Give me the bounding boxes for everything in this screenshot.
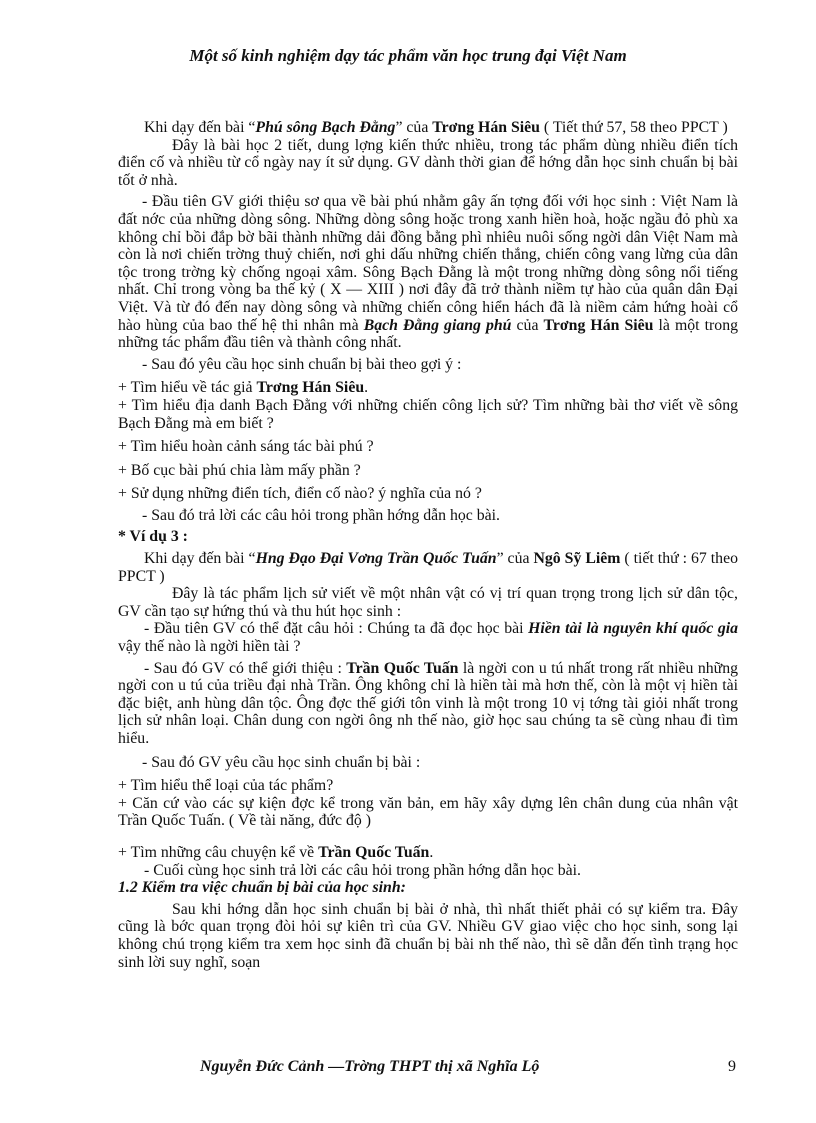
page-header: Một số kinh nghiệm dạy tác phẩm văn học trung đại Việt Nam (189, 46, 627, 65)
list-item: + Tìm hiểu địa danh Bạch Đằng với những chiến công lịch sử? Tìm những bài thơ viết về sông Bạch Đằng mà em biết ? (118, 396, 738, 432)
list-item: + Sử dụng những điển tích, điển cố nào? ý nghĩa của nó ? (118, 485, 482, 503)
text: + Tìm hiểu về tác giả (118, 379, 257, 397)
text: ” của (496, 550, 534, 568)
author-name: Trơng Hán Siêu (256, 379, 365, 397)
person-name: Trần Quốc Tuấn (346, 659, 459, 677)
paragraph: - Cuối cùng học sinh trả lời các câu hỏi trong phần hớng dẫn học bài. (144, 861, 581, 879)
paragraph: - Sau đó yêu cầu học sinh chuẩn bị bài theo gợi ý : (142, 355, 462, 373)
text: ” của (395, 119, 433, 136)
list-item (118, 844, 738, 862)
paragraph: Sau khi hớng dẫn học sinh chuẩn bị bài ở nhà, thì nhất thiết phải có sự kiểm tra. Đây cũng là bớc quan trọng đòi hỏi sự kiên trì của GV. Nhiều GV giao việc cho học sinh, song lại không chú trọng kiểm tra xem học sinh đã chuẩn bị bài nh thế nào, thì sẽ dẫn đến tình trạng học sinh lời suy nghĩ, soạn (118, 900, 738, 971)
work-title: Bạch Đằng giang phú (363, 316, 512, 334)
paragraph: Đây là tác phẩm lịch sử viết về một nhân vật có vị trí quan trọng trong lịch sử dân tộc, GV cần tạo sự hứng thú và thu hút học sinh : (118, 585, 738, 620)
work-title: Phú sông Bạch Đằng (255, 119, 396, 136)
text: là một trong những tác phẩm đầu tiên và thành công nhất. (118, 316, 738, 352)
section-heading: 1.2 Kiểm tra việc chuẩn bị bài của học sinh: (118, 879, 406, 897)
text: là ngời con u tú nhất trong rất nhiều những ngời con u tú của triều đại nhà Trần. Ông không chỉ là hiền tài mà hơn thế, còn là một vị hiền tài đặc biệt, anh hùng dân tộc. Ông đợc thế giới tôn vinh là một trong 10 vị tớng tài giỏi nhất trong lịch sử nhân loại. Chân dung con ngời ông nh thế nào, giờ học sau chúng ta sẽ cùng nhau đi tìm hiểu. (118, 659, 738, 747)
paragraph: - Sau đó trả lời các câu hỏi trong phần hớng dẫn học bài. (142, 506, 500, 524)
text: - Đầu tiên GV giới thiệu sơ qua về bài phú nhằm gây ấn tợng đối với học sinh : Việt Nam là đất nớc của những dòng sông. Những dòng sông hoặc trong xanh hiền hoà, hoặc ngầu đỏ phù xa không chỉ bồi đắp bờ bãi thành những dải đồng bằng phì nhiêu nuôi sống ngời dân Việt Nam mà còn là nơi chiến trờng thuỷ chiến, nơi ghi dấu những chiến thắng, chiến công vang lừng của dân tộc trong trờng kỳ chống ngoại xâm. Sông Bạch Đằng là một trong những dòng sông nổi tiếng nhất. Chỉ trong vòng ba thế kỷ ( X — XIII ) nơi đây đã trở thành niềm tự hào của quân dân Đại Việt. Và từ đó đến nay dòng sông và những chiến công hiển hách đã là niềm cảm hứng hoài cổ hào hùng của bao thế hệ thi nhân mà (118, 193, 738, 334)
author-name: Trơng Hán Siêu (432, 119, 540, 136)
text: ( Tiết thứ 57, 58 theo PPCT ) (539, 119, 728, 136)
work-title: Hng Đạo Đại Vơng Trần Quốc Tuấn (255, 550, 497, 568)
author-name: Trơng Hán Siêu (543, 316, 654, 334)
text: + Tìm những câu chuyện kể về (118, 843, 319, 861)
paragraph: Đây là bài học 2 tiết, dung lợng kiến thức nhiều, trong tác phẩm dùng nhiều điển tích điển cố và nhiều từ cổ ngày nay ít sử dụng. GV dành thời gian để hớng dẫn học sinh chuẩn bị bài tốt ở nhà. (118, 136, 738, 189)
paragraph (118, 660, 738, 748)
section-heading: * Ví dụ 3 : (118, 528, 188, 546)
text: - Đầu tiên GV có thể đặt câu hỏi : Chúng ta đã đọc học bài (144, 620, 529, 638)
page-footer: Nguyễn Đức Cảnh —Trờng THPT thị xã Nghĩa Lộ (200, 1058, 540, 1075)
paragraph: - Sau đó GV yêu cầu học sinh chuẩn bị bài : (142, 753, 421, 771)
work-title: Hiền tài là nguyên khí quốc gia (528, 620, 739, 638)
text: Khi dạy đến bài “ (144, 550, 256, 568)
author-name: Ngô Sỹ Liêm (533, 550, 621, 568)
text: Khi dạy đến bài “ (144, 119, 256, 136)
text: . (364, 379, 369, 397)
text: ( tiết thứ : 67 theo PPCT ) (118, 550, 738, 585)
paragraph (118, 550, 738, 585)
text: của (511, 316, 544, 334)
list-item: + Tìm hiểu hoàn cảnh sáng tác bài phú ? (118, 438, 374, 456)
document-body (118, 119, 738, 971)
paragraph (118, 193, 738, 351)
list-item: + Bố cục bài phú chia làm mấy phần ? (118, 461, 361, 479)
paragraph (118, 119, 738, 137)
list-item (118, 379, 738, 397)
text: vậy thế nào là ngời hiền tài ? (118, 638, 301, 656)
list-item: + Tìm hiểu thể loại của tác phẩm? (118, 777, 334, 795)
list-item: + Căn cứ vào các sự kiện đợc kể trong văn bản, em hãy xây dựng lên chân dung của nhân vật Trần Quốc Tuấn. ( Về tài năng, đức độ ) (118, 794, 738, 830)
paragraph (118, 620, 738, 655)
page-number: 9 (728, 1058, 736, 1075)
text: . (429, 843, 434, 861)
text: - Sau đó GV có thể giới thiệu : (144, 659, 347, 677)
person-name: Trần Quốc Tuấn (318, 843, 430, 861)
